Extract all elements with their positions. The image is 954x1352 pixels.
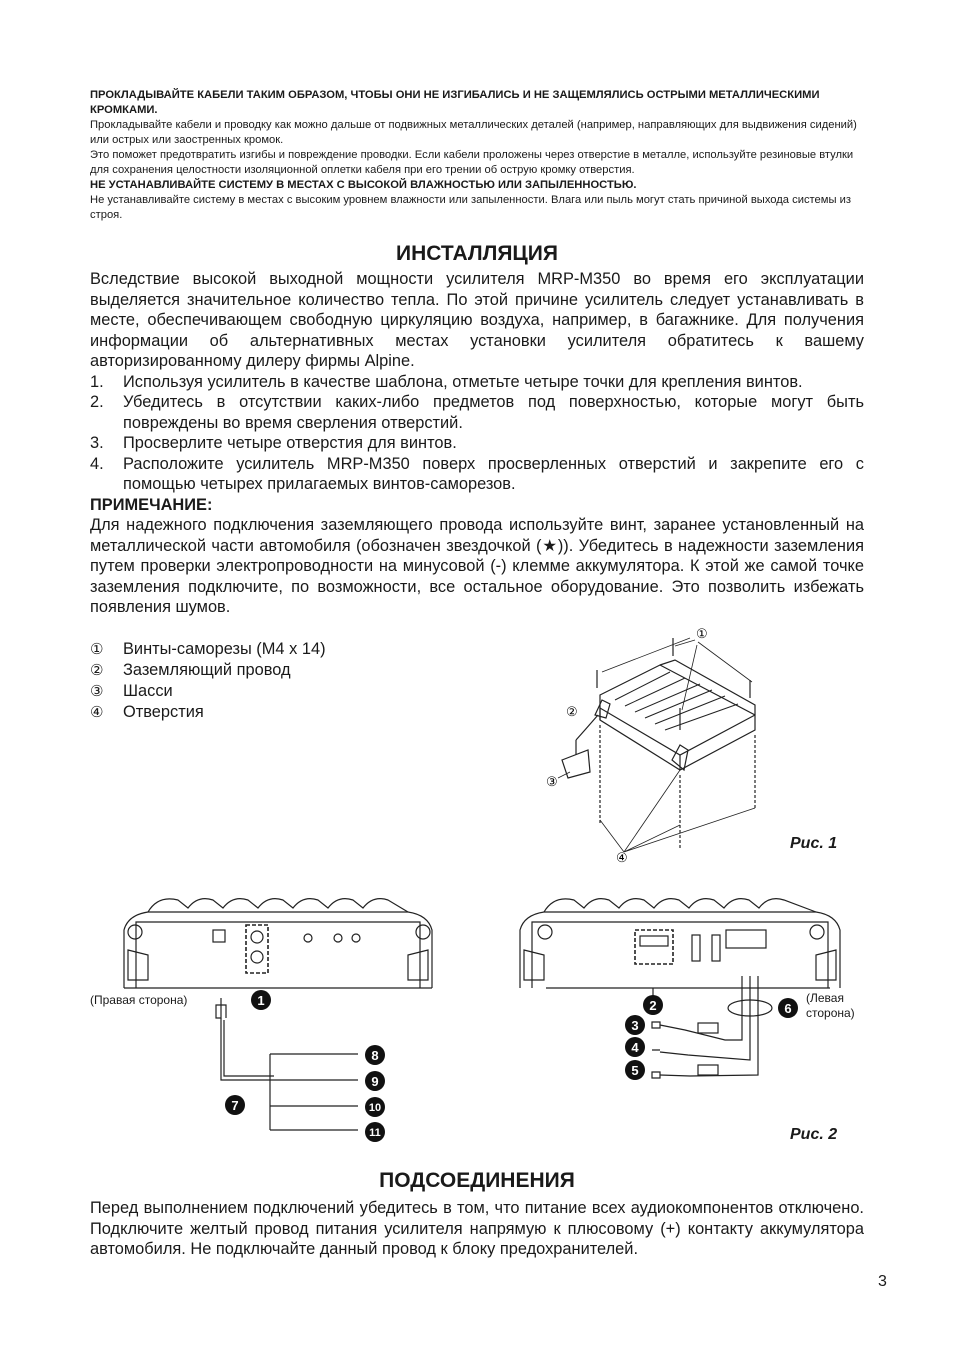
connections-text: Перед выполнением подключений убедитесь в том, что питание всех аудиокомпонентов отключено. Подключите желтый провод питания усилителя напрямую к плюсовому (+) контакту аккумулятора автомобиля. Не подключайте данный провод к блоку предохранителей. (90, 1199, 864, 1258)
fig2-marker-10: 10 (368, 1102, 382, 1114)
list-item: 3. Просверлите четыре отверстия для винтов. (90, 434, 457, 452)
fig2-marker-1: 1 (257, 993, 265, 1008)
list-item: 1. Используя усилитель в качестве шаблона, отметьте четыре точки для крепления винтов. (90, 372, 803, 391)
fig1-callout-2: ② (566, 704, 578, 719)
warnings-block (90, 88, 864, 223)
fig2-marker-11: 11 (369, 1127, 381, 1139)
legend (90, 639, 326, 723)
warning-humidity-title: НЕ УСТАНАВЛИВАЙТЕ СИСТЕМУ В МЕСТАХ С ВЫСОКОЙ ВЛАЖНОСТЬЮ ИЛИ ЗАПЫЛЕННОСТЬЮ. (90, 179, 637, 191)
warning-humidity-text: Не устанавливайте систему в местах с высоким уровнем влажности или запыленности. Влага или пыль могут стать причиной выхода системы из строя. (90, 194, 851, 221)
fig1-callout-3: ③ (546, 774, 558, 789)
installation-heading: ИНСТАЛЛЯЦИЯ (396, 242, 558, 265)
legend-item: ② Заземляющий провод (90, 661, 291, 679)
fig1-callout-4: ④ (616, 850, 628, 865)
fig1-callout-1: ① (696, 626, 708, 641)
list-item: 4. Расположите усилитель MRP-M350 поверх просверленных отверстий и закрепите его с помощью четырех прилагаемых винтов-саморезов. (90, 454, 864, 493)
fig2-right-side-label: (Правая сторона) (90, 993, 188, 1007)
figure-2-right-side-drawing (88, 890, 468, 1150)
fig2-marker-8: 8 (371, 1048, 379, 1063)
figure-1-label: Рис. 1 (790, 835, 838, 852)
fig2-marker-5: 5 (631, 1063, 639, 1078)
figure-1-installation-drawing (540, 620, 780, 870)
figure-2-left-side-drawing (510, 890, 850, 1100)
warning-cables-title: ПРОКЛАДЫВАЙТЕ КАБЕЛИ ТАКИМ ОБРАЗОМ, ЧТОБЫ ОНИ НЕ ИЗГИБАЛИСЬ И НЕ ЗАЩЕМЛЯЛИСЬ ОСТРЫМИ МЕТАЛЛИЧЕСКИМИ КРОМКАМИ. (90, 89, 820, 116)
installation-body (90, 269, 864, 618)
note-text: Для надежного подключения заземляющего провода используйте винт, заранее установленный на металлической части автомобиля (обозначен звездочкой (★)). Убедитесь в надежности заземления путем проверки электропроводности на минусовой (-) клемме аккумулятора. К этой же самой точке заземления подключите, по возможности, все остальное оборудование. Это позволить избежать появления шумов. (90, 516, 864, 616)
fig2-marker-9: 9 (371, 1074, 379, 1089)
installation-intro: Вследствие высокой выходной мощности усилителя MRP-M350 во время его эксплуатации выделяется значительное количество тепла. По этой причине усилитель следует устанавливать в месте, обеспечивающем свободную циркуляцию воздуха, например, в багажнике. Для получения информации об альтернативных местах установки усилителя обратитесь к вашему авторизированному дилеру фирмы Alpine. (90, 270, 864, 370)
installation-steps (90, 372, 864, 495)
figure-2-label: Рис. 2 (790, 1126, 838, 1143)
fig2-marker-6: 6 (784, 1001, 792, 1016)
fig2-left-side-label: (Левая сторона) (806, 991, 855, 1020)
warning-cables-text-b: Это поможет предотвратить изгибы и повреждение проводки. Если кабели проложены через отверстие в металле, используйте резиновые втулки для сохранения целостности изоляционной оплетки кабеля при его трении об острую кромку отверстия. (90, 149, 854, 176)
legend-item: ① Винты-саморезы (M4 x 14) (90, 640, 326, 658)
fig2-marker-3: 3 (631, 1018, 639, 1033)
fig2-marker-2: 2 (649, 998, 657, 1013)
page-number: 3 (878, 1273, 887, 1290)
legend-item: ④ Отверстия (90, 703, 204, 721)
note-title: ПРИМЕЧАНИЕ: (90, 495, 213, 514)
list-item: 2. Убедитесь в отсутствии каких-либо предметов под поверхностью, которые могут быть повреждены во время сверления отверстий. (90, 393, 864, 432)
warning-cables-text-a: Прокладывайте кабели и проводку как можно дальше от подвижных металлических деталей (например, направляющих для выдвижения сидений) или острых или заостренных кромок. (90, 119, 857, 146)
connections-heading: ПОДСОЕДИНЕНИЯ (379, 1169, 575, 1192)
fig2-marker-4: 4 (631, 1040, 639, 1055)
fig2-marker-7: 7 (231, 1098, 239, 1113)
legend-item: ③ Шасси (90, 682, 173, 700)
